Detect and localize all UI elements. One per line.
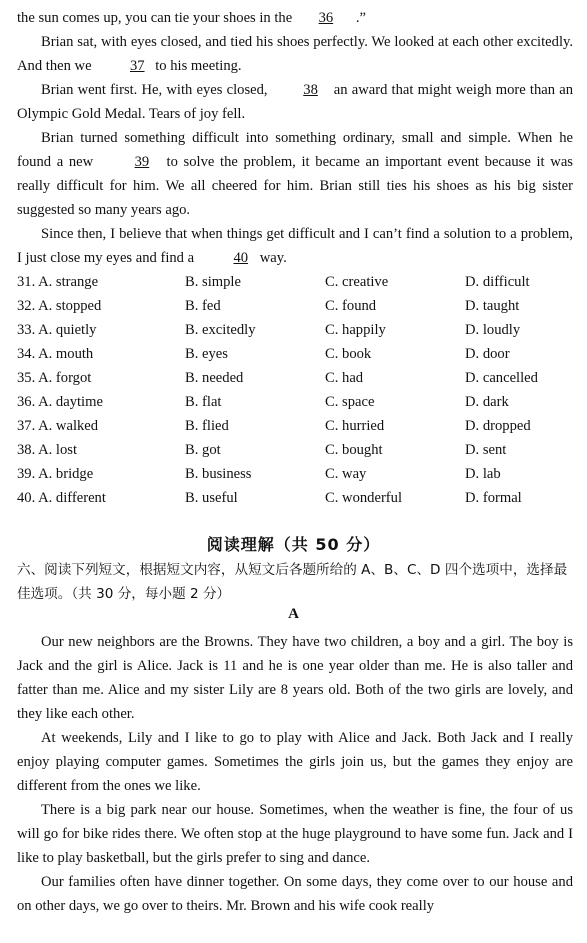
option-row bbox=[17, 294, 573, 318]
text: .” bbox=[355, 10, 366, 26]
option-c: C. found bbox=[325, 298, 377, 314]
option-c: C. had bbox=[325, 370, 364, 386]
option-b: B. flat bbox=[185, 394, 222, 410]
passage-paragraph-4: Our families often have dinner together. On some days, they come over to our house and on other days, we go over to theirs. Mr. Brown and his wife cook really bbox=[17, 874, 573, 914]
option-a: 40. A. different bbox=[17, 490, 106, 506]
paragraph-ending bbox=[17, 6, 573, 30]
option-d: D. dropped bbox=[465, 418, 531, 434]
passage-label: A bbox=[288, 606, 299, 622]
option-a: 34. A. mouth bbox=[17, 346, 94, 362]
text: Brian sat, with eyes closed, and tied his shoes perfectly. We looked at each other excitedly. And then we bbox=[17, 34, 573, 74]
option-c: C. way bbox=[325, 466, 367, 482]
paragraph-3 bbox=[17, 126, 573, 222]
option-row bbox=[17, 438, 573, 462]
option-row bbox=[17, 342, 573, 366]
section-instruction: 六、阅读下列短文，根据短文内容，从短文后各题所给的 A、B、C、D 四个选项中，选择最佳选项。（共 30 分，每小题 2 分） bbox=[17, 562, 568, 602]
option-c: C. hurried bbox=[325, 418, 385, 434]
option-c: C. book bbox=[325, 346, 372, 362]
option-b: B. got bbox=[185, 442, 221, 458]
text: Brian turned something difficult into something ordinary, small and simple. When he found a new bbox=[17, 130, 573, 170]
option-b: B. simple bbox=[185, 274, 241, 290]
option-a: 31. A. strange bbox=[17, 274, 99, 290]
option-a: 35. A. forgot bbox=[17, 370, 92, 386]
paragraph-2 bbox=[17, 78, 573, 126]
text: an award that might weigh more than an Olympic Gold Medal. Tears of joy fell. bbox=[17, 82, 573, 122]
paragraph-4 bbox=[17, 222, 573, 270]
option-b: B. excitedly bbox=[185, 322, 256, 338]
text: way. bbox=[259, 250, 287, 266]
option-d: D. dark bbox=[465, 394, 509, 410]
option-row bbox=[17, 390, 573, 414]
blank-37: 37 bbox=[129, 58, 145, 74]
text: to solve the problem, it became an important event because it was really difficult for him. We all cheered for him. Brian still ties his shoes as his big sister suggested so many years ago. bbox=[17, 154, 573, 218]
option-c: C. happily bbox=[325, 322, 386, 338]
option-c: C. space bbox=[325, 394, 375, 410]
option-row bbox=[17, 270, 573, 294]
option-b: B. business bbox=[185, 466, 252, 482]
option-b: B. useful bbox=[185, 490, 238, 506]
option-b: B. needed bbox=[185, 370, 244, 386]
option-c: C. bought bbox=[325, 442, 383, 458]
option-row bbox=[17, 462, 573, 486]
option-c: C. wonderful bbox=[325, 490, 403, 506]
blank-39: 39 bbox=[134, 154, 150, 170]
option-a: 38. A. lost bbox=[17, 442, 78, 458]
option-b: B. fed bbox=[185, 298, 221, 314]
option-d: D. taught bbox=[465, 298, 520, 314]
passage-paragraph-1: Our new neighbors are the Browns. They have two children, a boy and a girl. The boy is Jack and the girl is Alice. Jack is 11 and he is one year older than me. He is also taller and fatter than me. Alice and my sister Lily are 8 years old. Both of the two girls are lovely, and they like each other. bbox=[17, 634, 573, 722]
option-row bbox=[17, 486, 573, 510]
options-table bbox=[17, 270, 573, 510]
option-a: 33. A. quietly bbox=[17, 322, 97, 338]
option-c: C. creative bbox=[325, 274, 389, 290]
option-d: D. cancelled bbox=[465, 370, 538, 386]
option-row bbox=[17, 414, 573, 438]
option-b: B. eyes bbox=[185, 346, 228, 362]
option-a: 36. A. daytime bbox=[17, 394, 103, 410]
option-d: D. lab bbox=[465, 466, 501, 482]
option-row bbox=[17, 366, 573, 390]
section-title: 阅读理解（共 50 分） bbox=[206, 535, 381, 554]
option-a: 32. A. stopped bbox=[17, 298, 102, 314]
option-d: D. difficult bbox=[465, 274, 530, 290]
option-d: D. formal bbox=[465, 490, 522, 506]
passage-paragraph-2: At weekends, Lily and I like to go to play with Alice and Jack. Both Jack and I really enjoy playing computer games. Sometimes the girls join us, but the games they enjoy are different from the ones we like. bbox=[17, 730, 573, 794]
blank-38: 38 bbox=[303, 82, 318, 98]
blank-40: 40 bbox=[233, 250, 249, 266]
option-d: D. door bbox=[465, 346, 510, 362]
option-a: 37. A. walked bbox=[17, 418, 99, 434]
option-b: B. flied bbox=[185, 418, 229, 434]
blank-36: 36 bbox=[318, 10, 334, 26]
text: Since then, I believe that when things get difficult and I can’t find a solution to a problem, I just close my eyes and find a bbox=[17, 226, 573, 266]
option-d: D. sent bbox=[465, 442, 507, 458]
option-a: 39. A. bridge bbox=[17, 466, 94, 482]
text: Brian went first. He, with eyes closed, bbox=[41, 82, 268, 98]
passage-paragraph-3: There is a big park near our house. Sometimes, when the weather is fine, the four of us will go for bike rides there. We often stop at the huge playground to have some fun. Jack and I like to play basketball, but the girls prefer to sing and dance. bbox=[17, 802, 573, 866]
text: the sun comes up, you can tie your shoes in the bbox=[17, 10, 296, 26]
option-row bbox=[17, 318, 573, 342]
text: to his meeting. bbox=[155, 58, 242, 74]
paragraph-1 bbox=[17, 30, 573, 78]
option-d: D. loudly bbox=[465, 322, 521, 338]
